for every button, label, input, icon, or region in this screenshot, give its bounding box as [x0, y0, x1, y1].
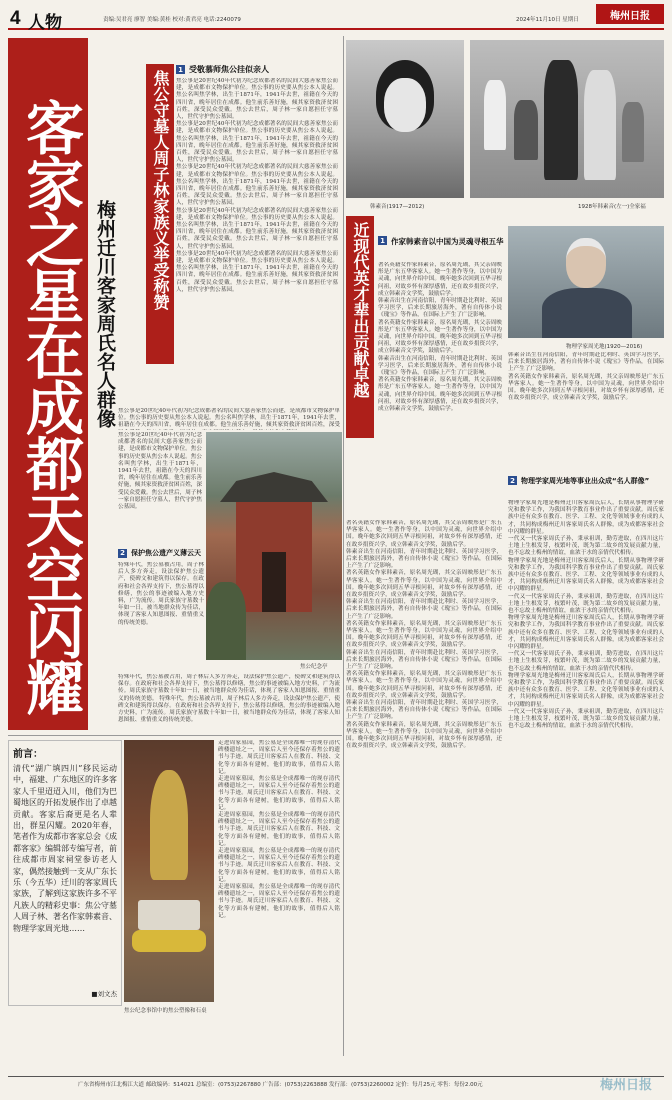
family-member	[584, 70, 616, 180]
page-number: 4	[10, 8, 21, 29]
section-number-2: 2	[508, 476, 517, 485]
article1-sec1-body: 焦公事是20世纪40年代初为纪念成都著名的民间大慈善家焦公而建，是成都市文物保护单位。焦公事的历史要从焦公本人说起。焦公名叫焦学林，出生于1871年，1941年去世，祖籍在今天的四川省，晚年居住在成都。他生前乐善好施，倾其家资救济贫困百姓，深受民众爱戴。焦公去世后，周子林一家自愿担任守墓人，世代守护焦公墓园。 焦公事是20世纪40年代初为纪念成都著名的民间大慈善家焦公而建，是成都市文物保护单位。焦公事的历史要从焦公本人说起。焦公名叫焦学林，出生于1871年，1941年去世，祖籍在今天的四川省，晚年居住在成都。他生前乐善好施，倾其家资救济贫困百姓，深受民众爱戴。焦公去世后，周子林一家自愿担任守墓人，世代守护焦公墓园。 焦公事是20世纪40年代初为纪念成都著名的民间大慈善家焦公而建，是成都市文物保护单位。焦公事的历史要从焦公本人说起。焦公名叫焦学林，出生于1871年，1941年去世，祖籍在今天的四川省，晚年居住在成都。他生前乐善好施，倾其家资救济贫困百姓，深受民众爱戴。焦公去世后，周子林一家自愿担任守墓人，世代守护焦公墓园。 焦公事是20世纪40年代初为纪念成都著名的民间大慈善家焦公而建，是成都市文物保护单位。焦公事的历史要从焦公本人说起。焦公名叫焦学林，出生于1871年，1941年去世，祖籍在今天的四川省，晚年居住在成都。他生前乐善好施，倾其家资救济贫困百姓，深受民众爱戴。焦公去世后，周子林一家自愿担任守墓人，世代守护焦公墓园。 焦公事是20世纪40年代初为纪念成都著名的民间大慈善家焦公而建，是成都市文物保护单位。焦公事的历史要从焦公本人说起。焦公名叫焦学林，出生于1871年，1941年去世，祖籍在今天的四川省，晚年居住在成都。他生前乐善好施，倾其家资救济贫困百姓，深受民众爱戴。焦公去世后，周子林一家自愿担任守墓人，世代守护焦公墓园。	[176, 78, 338, 293]
page-footer	[8, 1076, 664, 1092]
family-1928-caption: 1928年韩素音(左一)全家福	[578, 204, 646, 210]
article1-sec1-body-side: 焦公事是20世纪40年代初为纪念成都著名的民间大慈善家焦公而建，是成都市文物保护单位。焦公事的历史要从焦公本人说起。焦公名叫焦学林，出生于1871年，1941年去世，祖籍在今天的四川省，晚年居住在成都。他生前乐善好施，倾其家资救济贫困百姓，深受民众爱戴。焦公去世后，周子林一家自愿担任守墓人，世代守护焦公墓园。	[118, 432, 202, 511]
page-header	[8, 8, 664, 33]
article1-sec2-body: 特殊年代，焦公墓被占用，周子林后人多方奔走，设法保护焦公遗产，使碑文和建筑得以保存。在政府和社会各界支持下，焦公墓得以修缮，焦公的事迹被编入地方史料，广为流传。周氏家族守墓数十年如一日，被当地群众传为佳话，体现了客家人知恩图报、重情重义的传统美德。	[118, 562, 204, 626]
article2-sec2-heading: 2 物理学家周光地等事业出众成“名人群像”	[508, 476, 664, 486]
zhou-guangdi-photo	[508, 226, 664, 338]
main-title-banner	[8, 38, 88, 730]
zhou-guangdi-caption: 物理学家周光地(1920—2016)	[566, 344, 643, 350]
article1-sec1-heading: 1 受敬慕师焦公挂似亲人	[176, 64, 340, 75]
preface-heading: 前言：	[13, 749, 43, 760]
side-body: 走进周家墓园，焦公墓是全成都唯一的现存清代碑楼遗址之一，周家后人至今还保存着焦公的遗书与手迹。周氏迁川客家后人在教育、科技、文化等方面各有建树，他们的故事，值得后人铭记。 走进周家墓园，焦公墓是全成都唯一的现存清代碑楼遗址之一，周家后人至今还保存着焦公的遗书与手迹。周氏迁川客家后人在教育、科技、文化等方面各有建树，他们的故事，值得后人铭记。 走进周家墓园，焦公墓是全成都唯一的现存清代碑楼遗址之一，周家后人至今还保存着焦公的遗书与手迹。周氏迁川客家后人在教育、科技、文化等方面各有建树，他们的故事，值得后人铭记。 走进周家墓园，焦公墓是全成都唯一的现存清代碑楼遗址之一，周家后人至今还保存着焦公的遗书与手迹。周氏迁川客家后人在教育、科技、文化等方面各有建树，他们的故事，值得后人铭记。 走进周家墓园，焦公墓是全成都唯一的现存清代碑楼遗址之一，周家后人至今还保存着焦公的遗书与手迹。周氏迁川客家后人在教育、科技、文化等方面各有建树，他们的故事，值得后人铭记。	[218, 740, 340, 919]
footer-text: 广东省梅州市江北梅江大道 邮政编码：514021 总编室：(0753)2267880 广告部：(0753)2263888 发行部：(0753)2260002 定价：每月25元 零售：每份2.00元	[78, 1082, 483, 1088]
article2-kicker: 近现代英才辈出贡献卓越	[346, 216, 374, 438]
article1-kicker: 焦公守墓人周子林家族义举受称赞	[146, 64, 174, 364]
article1-sec2-body-cont: 特殊年代，焦公墓被占用，周子林后人多方奔走，设法保护焦公遗产，使碑文和建筑得以保存。在政府和社会各界支持下，焦公墓得以修缮，焦公的事迹被编入地方史料，广为流传。周氏家族守墓数十年如一日，被当地群众传为佳话，体现了客家人知恩图报、重情重义的传统美德。 特殊年代，焦公墓被占用，周子林后人多方奔走，设法保护焦公遗产，使碑文和建筑得以保存。在政府和社会各界支持下，焦公墓得以修缮，焦公的事迹被编入地方史料，广为流传。周氏家族守墓数十年如一日，被当地群众传为佳话，体现了客家人知恩图报、重情重义的传统美德。	[118, 674, 340, 724]
article2-sec1-heading: 1 作家韩素音以中国为灵魂寻根五华	[378, 236, 508, 247]
subtitle: 梅州迁川客家周氏名人群像	[94, 200, 116, 428]
preface-body: 清代“湖广填四川”移民运动中，福建、广东地区的许多客家人千里迢迢入川，他们为巴蜀地区的开拓发展作出了卓越贡献。客家后裔更是名人辈出，群星闪耀。2020年春，笔者作为成都市客家总会《成都客家》编辑部专编写者，前往成都市周家祠堂参访老人家，偶然接触到一支从广东长乐（今五华）迁川的客家周氏家族，了解到这家族许多不平凡族人的精彩史事：焦公守墓人周子林、著名作家韩素音、物理学家周光地……	[13, 764, 117, 933]
section-number-2: 2	[118, 549, 127, 558]
zhou-guangdi-body	[542, 288, 632, 338]
article2-body-col-left: 著名英籍女作家韩素音，原名周光瑚，其父亲周映彤是广东五华客家人。她一生著作等身，以中国为灵魂，向世界介绍中国。晚年她多次回到五华寻根问祖，对故乡怀有深厚感情，还在故乡捐资兴学，成立韩素音文学奖，鼓励后学。 韩素音出生在河南信阳，青年时期赴比利时、英国学习医学，后来长期旅居海外，著有自传体小说《瑰宝》等作品，在国际上产生了广泛影响。 著名英籍女作家韩素音，原名周光瑚，其父亲周映彤是广东五华客家人。她一生著作等身，以中国为灵魂，向世界介绍中国。晚年她多次回到五华寻根问祖，对故乡怀有深厚感情，还在故乡捐资兴学，成立韩素音文学奖，鼓励后学。 韩素音出生在河南信阳，青年时期赴比利时、英国学习医学，后来长期旅居海外，著有自传体小说《瑰宝》等作品，在国际上产生了广泛影响。 著名英籍女作家韩素音，原名周光瑚，其父亲周映彤是广东五华客家人。她一生著作等身，以中国为灵魂，向世界介绍中国。晚年她多次回到五华寻根问祖，对故乡怀有深厚感情，还在故乡捐资兴学，成立韩素音文学奖，鼓励后学。 韩素音出生在河南信阳，青年时期赴比利时、英国学习医学，后来长期旅居海外，著有自传体小说《瑰宝》等作品，在国际上产生了广泛影响。 著名英籍女作家韩素音，原名周光瑚，其父亲周映彤是广东五华客家人。她一生著作等身，以中国为灵魂，向世界介绍中国。晚年她多次回到五华寻根问祖，对故乡怀有深厚感情，还在故乡捐资兴学，成立韩素音文学奖，鼓励后学。 韩素音出生在河南信阳，青年时期赴比利时、英国学习医学，后来长期旅居海外，著有自传体小说《瑰宝》等作品，在国际上产生了广泛影响。 著名英籍女作家韩素音，原名周光瑚，其父亲周映彤是广东五华客家人。她一生著作等身，以中国为灵魂，向世界介绍中国。晚年她多次回到五华寻根问祖，对故乡怀有深厚感情，还在故乡捐资兴学，成立韩素音文学奖，鼓励后学。	[346, 520, 502, 750]
family-member	[622, 102, 644, 162]
article1-sec2-heading: 2 保护焦公遗产义薄云天	[118, 548, 204, 558]
family-member	[514, 100, 538, 160]
staff-line: 责编:吴君亮 廖智 美编:黄桂 校对:黄君亮 电话:2240079	[103, 17, 241, 23]
preface-author: ■刘文杰	[91, 990, 117, 998]
section-number-1: 1	[378, 236, 387, 245]
family-photo-1928	[470, 40, 664, 198]
date-line: 2024年11月10日 星期日	[516, 17, 579, 23]
watermark-logo: 梅州日报	[600, 1078, 653, 1093]
han-suyin-face	[384, 78, 426, 132]
flowers	[132, 930, 206, 952]
han-suyin-photo	[346, 40, 464, 198]
statue-photo	[124, 740, 214, 1002]
preface-box	[8, 740, 122, 1006]
column-divider	[343, 36, 344, 1056]
statue-figure	[150, 770, 188, 880]
temple-caption: 焦公纪念亭	[300, 664, 328, 670]
main-title: 客家之星在成都天空闪耀	[16, 98, 84, 714]
temple-roof	[220, 472, 328, 502]
section-divider	[8, 735, 342, 736]
temple-tree	[206, 582, 246, 660]
article2-sec1-body-right: 韩素音出生在河南信阳，青年时期赴比利时、英国学习医学，后来长期旅居海外，著有自传体小说《瑰宝》等作品，在国际上产生了广泛影响。 著名英籍女作家韩素音，原名周光瑚，其父亲周映彤是广东五华客家人。她一生著作等身，以中国为灵魂，向世界介绍中国。晚年她多次回到五华寻根问祖，对故乡怀有深厚感情，还在故乡捐资兴学，成立韩素音文学奖，鼓励后学。	[508, 352, 664, 402]
han-suyin-caption: 韩素音(1917—2012)	[370, 204, 425, 210]
section-number-1: 1	[176, 65, 185, 74]
family-member	[544, 60, 578, 180]
zhou-guangdi-head	[566, 238, 606, 288]
newspaper-logo: 梅州日报	[596, 4, 664, 24]
article2-sec1-body: 著名英籍女作家韩素音，原名周光瑚，其父亲周映彤是广东五华客家人。她一生著作等身，以中国为灵魂，向世界介绍中国。晚年她多次回到五华寻根问祖，对故乡怀有深厚感情，还在故乡捐资兴学，成立韩素音文学奖，鼓励后学。 韩素音出生在河南信阳，青年时期赴比利时、英国学习医学，后来长期旅居海外，著有自传体小说《瑰宝》等作品，在国际上产生了广泛影响。 著名英籍女作家韩素音，原名周光瑚，其父亲周映彤是广东五华客家人。她一生著作等身，以中国为灵魂，向世界介绍中国。晚年她多次回到五华寻根问祖，对故乡怀有深厚感情，还在故乡捐资兴学，成立韩素音文学奖，鼓励后学。 韩素音出生在河南信阳，青年时期赴比利时、英国学习医学，后来长期旅居海外，著有自传体小说《瑰宝》等作品，在国际上产生了广泛影响。 著名英籍女作家韩素音，原名周光瑚，其父亲周映彤是广东五华客家人。她一生著作等身，以中国为灵魂，向世界介绍中国。晚年她多次回到五华寻根问祖，对故乡怀有深厚感情，还在故乡捐资兴学，成立韩素音文学奖，鼓励后学。	[378, 262, 502, 413]
article1-sec1-body-cont: 焦公事是20世纪40年代初为纪念成都著名的民间大慈善家焦公而建，是成都市文物保护单位。焦公事的历史要从焦公本人说起。焦公名叫焦学林，出生于1871年，1941年去世，祖籍在今天的四川省，晚年居住在成都。他生前乐善好施，倾其家资救济贫困百姓，深受	[118, 408, 340, 429]
section-title: 人物	[28, 13, 62, 33]
family-member	[484, 80, 506, 150]
temple-photo	[206, 432, 342, 660]
statue-caption: 焦公纪念事馆中的焦公塑像和石桌	[124, 1008, 207, 1014]
temple-door	[262, 552, 286, 612]
stone-table	[138, 900, 200, 930]
article2-body-col-right: 物理学家周光地是梅州迁川客家周氏后人，长期从事物理学研究和教学工作，为我国科学教育事业作出了重要贡献。周氏家族中还有众多在教育、医学、工程、文化等领域事业有成的人才，共同构成梅州迁川客家周氏名人群像，成为成都客家社会中闪耀的群星。 一代又一代客家周氏子孙，秉承祖训，勤劳进取，在四川这片土地上生根发芽，枝繁叶茂，既为第二故乡的发展贡献力量，也不忘故土梅州的情谊，血浓于水的亲情代代相传。 物理学家周光地是梅州迁川客家周氏后人，长期从事物理学研究和教学工作，为我国科学教育事业作出了重要贡献。周氏家族中还有众多在教育、医学、工程、文化等领域事业有成的人才，共同构成梅州迁川客家周氏名人群像，成为成都客家社会中闪耀的群星。 一代又一代客家周氏子孙，秉承祖训，勤劳进取，在四川这片土地上生根发芽，枝繁叶茂，既为第二故乡的发展贡献力量，也不忘故土梅州的情谊，血浓于水的亲情代代相传。 物理学家周光地是梅州迁川客家周氏后人，长期从事物理学研究和教学工作，为我国科学教育事业作出了重要贡献。周氏家族中还有众多在教育、医学、工程、文化等领域事业有成的人才，共同构成梅州迁川客家周氏名人群像，成为成都客家社会中闪耀的群星。 一代又一代客家周氏子孙，秉承祖训，勤劳进取，在四川这片土地上生根发芽，枝繁叶茂，既为第二故乡的发展贡献力量，也不忘故土梅州的情谊，血浓于水的亲情代代相传。 物理学家周光地是梅州迁川客家周氏后人，长期从事物理学研究和教学工作，为我国科学教育事业作出了重要贡献。周氏家族中还有众多在教育、医学、工程、文化等领域事业有成的人才，共同构成梅州迁川客家周氏名人群像，成为成都客家社会中闪耀的群星。 一代又一代客家周氏子孙，秉承祖训，勤劳进取，在四川这片土地上生根发芽，枝繁叶茂，既为第二故乡的发展贡献力量，也不忘故土梅州的情谊，血浓于水的亲情代代相传。	[508, 500, 664, 730]
